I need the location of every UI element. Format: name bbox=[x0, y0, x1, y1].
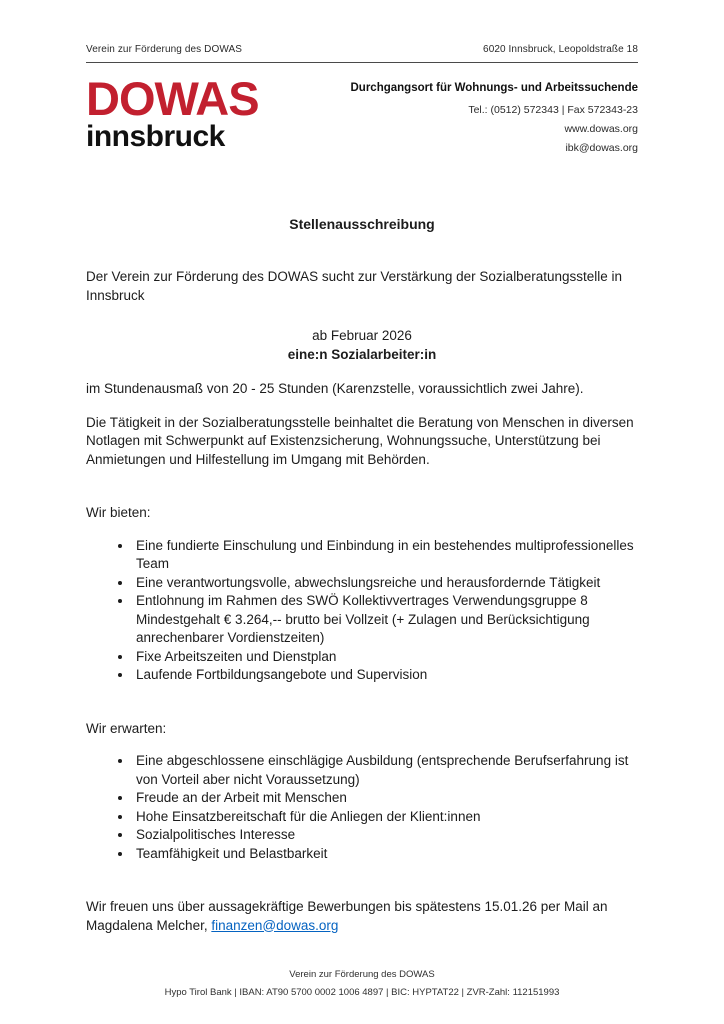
page-footer bbox=[0, 966, 724, 1002]
list-item: • Entlohnung im Rahmen des SWÖ Kollektivvertrages Verwendungsgruppe 8 Mindestgehalt € 3.264,-- brutto bei Vollzeit (+ Zulagen und Berücksichtigung anrechenbarer Vordienstzeiten) bbox=[133, 592, 638, 648]
start-date: ab Februar 2026 bbox=[312, 328, 412, 343]
header-phone-fax: Tel.: (0512) 572343 | Fax 572343-23 bbox=[468, 104, 638, 116]
header-main bbox=[86, 72, 638, 158]
list-item: • Teamfähigkeit und Belastbarkeit bbox=[133, 845, 638, 864]
closing-paragraph bbox=[86, 898, 638, 935]
dowas-logo bbox=[86, 72, 259, 158]
list-item: • Hohe Einsatzbereitschaft für die Anliegen der Klient:innen bbox=[133, 808, 638, 827]
logo-city: innsbruck bbox=[86, 120, 225, 154]
footer-bank-details: Hypo Tirol Bank | IBAN: AT90 5700 0002 1006 4897 | BIC: HYPTAT22 | ZVR-Zahl: 112151993 bbox=[164, 987, 560, 998]
offer-heading: Wir bieten: bbox=[86, 505, 151, 520]
header-tagline: Durchgangsort für Wohnungs- und Arbeitssuchende bbox=[350, 82, 638, 94]
hours-paragraph: im Stundenausmaß von 20 - 25 Stunden (Karenzstelle, voraussichtlich zwei Jahre). bbox=[86, 381, 584, 396]
list-item: • Laufende Fortbildungsangebote und Supervision bbox=[133, 666, 638, 685]
header-divider bbox=[86, 62, 638, 63]
expect-heading: Wir erwarten: bbox=[86, 720, 167, 736]
header-website: www.dowas.org bbox=[564, 123, 638, 135]
position-block bbox=[86, 327, 638, 364]
header-contact-block bbox=[351, 78, 639, 158]
logo-wordmark: DOWAS bbox=[86, 72, 259, 125]
closing-text: Wir freuen uns über aussagekräftige Bewerbungen bis spätestens 15.01.26 per Mail an Magdalena Melcher, bbox=[86, 899, 608, 933]
list-item: • Fixe Arbeitszeiten und Dienstplan bbox=[133, 648, 638, 667]
description-paragraph: Die Tätigkeit in der Sozialberatungsstelle beinhaltet die Beratung von Menschen in diversen Notlagen mit Schwerpunkt auf Existenzsicherung, Wohnungssuche, Unterstützung bei Anmietungen und Hilfestellung im Umgang mit Behörden. bbox=[86, 414, 634, 467]
offer-list bbox=[86, 537, 638, 685]
application-email-link[interactable]: finanzen@dowas.org bbox=[211, 917, 339, 933]
header-email: ibk@dowas.org bbox=[565, 142, 638, 154]
footer-org-name: Verein zur Förderung des DOWAS bbox=[289, 969, 435, 980]
page-title: Stellenausschreibung bbox=[289, 216, 435, 232]
header-org-name: Verein zur Förderung des DOWAS bbox=[86, 44, 243, 55]
expect-list bbox=[86, 752, 638, 863]
list-item: • Eine fundierte Einschulung und Einbindung in ein bestehendes multiprofessionelles Team bbox=[133, 537, 638, 574]
header-top-row bbox=[86, 44, 638, 55]
intro-paragraph: Der Verein zur Förderung des DOWAS sucht zur Verstärkung der Sozialberatungsstelle in Innsbruck bbox=[86, 269, 623, 303]
header-address: 6020 Innsbruck, Leopoldstraße 18 bbox=[483, 44, 638, 55]
list-item: • Eine verantwortungsvolle, abwechslungsreiche und herausfordernde Tätigkeit bbox=[133, 574, 638, 593]
position-title: eine:n Sozialarbeiter:in bbox=[287, 346, 437, 362]
list-item: • Freude an der Arbeit mit Menschen bbox=[133, 789, 638, 808]
list-item: • Sozialpolitisches Interesse bbox=[133, 826, 638, 845]
list-item: • Eine abgeschlossene einschlägige Ausbildung (entsprechende Berufserfahrung ist von Vorteil aber nicht Voraussetzung) bbox=[133, 752, 638, 789]
